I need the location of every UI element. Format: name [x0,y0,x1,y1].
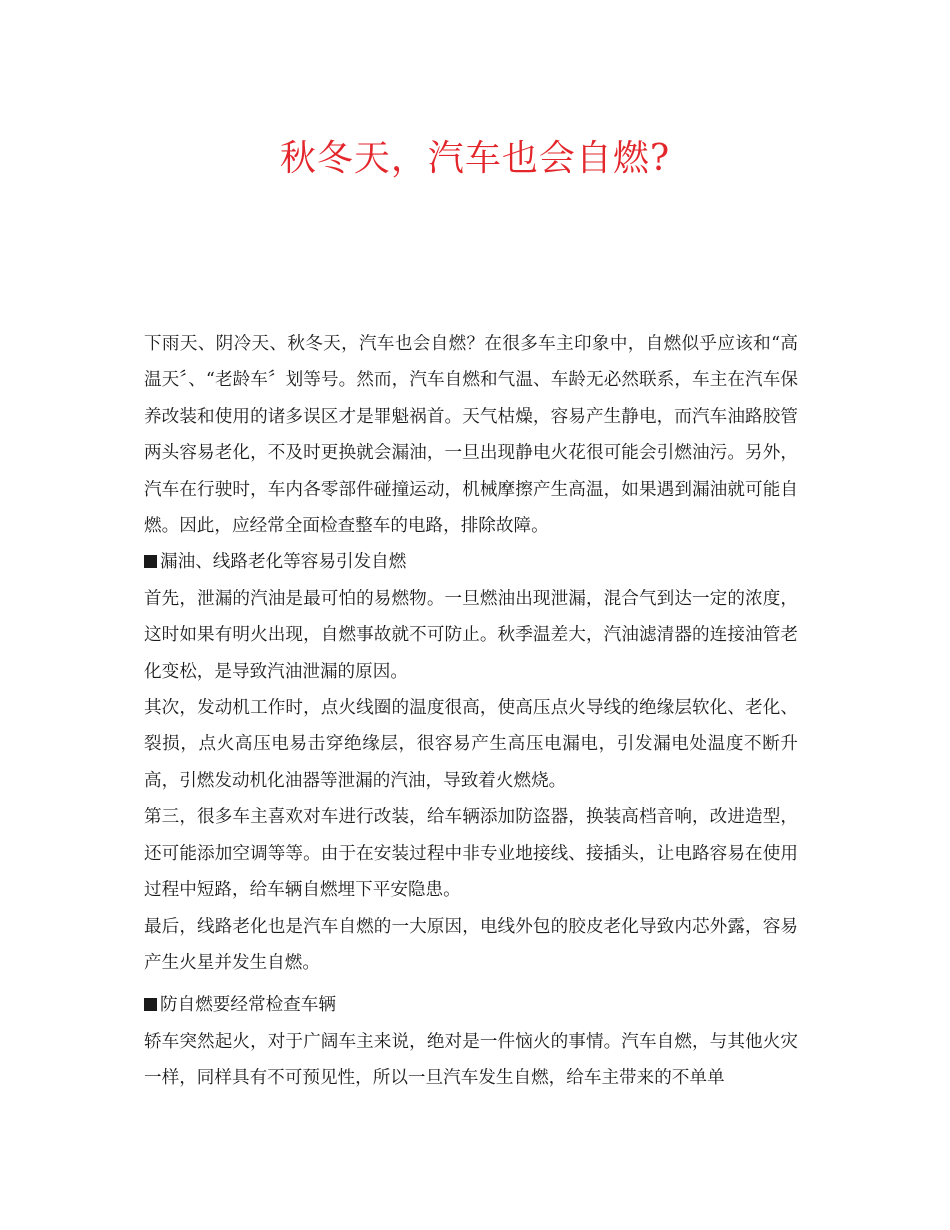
square-bullet-icon [144,998,157,1011]
section-heading [144,987,798,1023]
section-heading [144,544,798,580]
paragraph: 轿车突然起火，对于广阔车主来说，绝对是一件恼火的事情。汽车自燃，与其他火灾一样，同样具有不可预见性，所以一旦汽车发生自燃，给车主带来的不单单 [144,1031,798,1089]
section-heading-text: 防自燃要经常检查车辆 [160,995,336,1016]
paragraph: 最后，线路老化也是汽车自燃的一大原因，电线外包的胶皮老化导致内芯外露，容易产生火星并发生自燃。 [144,916,798,973]
paragraph: 其次，发动机工作时，点火线圈的温度很高，使高压点火导线的绝缘层软化、老化、裂损，点火高压电易击穿绝缘层，很容易产生高压电漏电，引发漏电处温度不断升高，引燃发动机化油器等泄漏的汽油，导致着火燃烧。 [144,698,798,791]
page-title: 秋冬天，汽车也会自燃? [279,138,671,179]
square-bullet-icon [144,555,157,568]
article-body [144,326,798,1097]
paragraph: 首先，泄漏的汽油是最可怕的易燃物。一旦燃油出现泄漏，混合气到达一定的浓度，这时如果有明火出现，自燃事故就不可防止。秋季温差大，汽油滤清器的连接油管老化变松，是导致汽油泄漏的原因。 [144,588,798,682]
intro-paragraph: 下雨天、阴冷天、秋冬天，汽车也会自燃？在很多车主印象中，自燃似乎应该和“高温天〞、“老龄车〞划等号。然而，汽车自燃和气温、车龄无必然联系，车主在汽车保养改装和使用的诸多误区才是罪魁祸首。天气枯燥，容易产生静电，而汽车油路胶管两头容易老化，不及时更换就会漏油，一旦出现静电火花很可能会引燃油污。另外，汽车在行驶时，车内各零部件碰撞运动，机械摩擦产生高温，如果遇到漏油就可能自燃。因此，应经常全面检查整车的电路，排除故障。 [144,334,798,537]
section-heading-text: 漏油、线路老化等容易引发自燃 [160,552,407,573]
paragraph: 第三，很多车主喜欢对车进行改装，给车辆添加防盗器，换装高档音响，改进造型，还可能添加空调等等。由于在安装过程中非专业地接线、接插头，让电路容易在使用过程中短路，给车辆自燃埋下平安隐患。 [144,807,798,901]
